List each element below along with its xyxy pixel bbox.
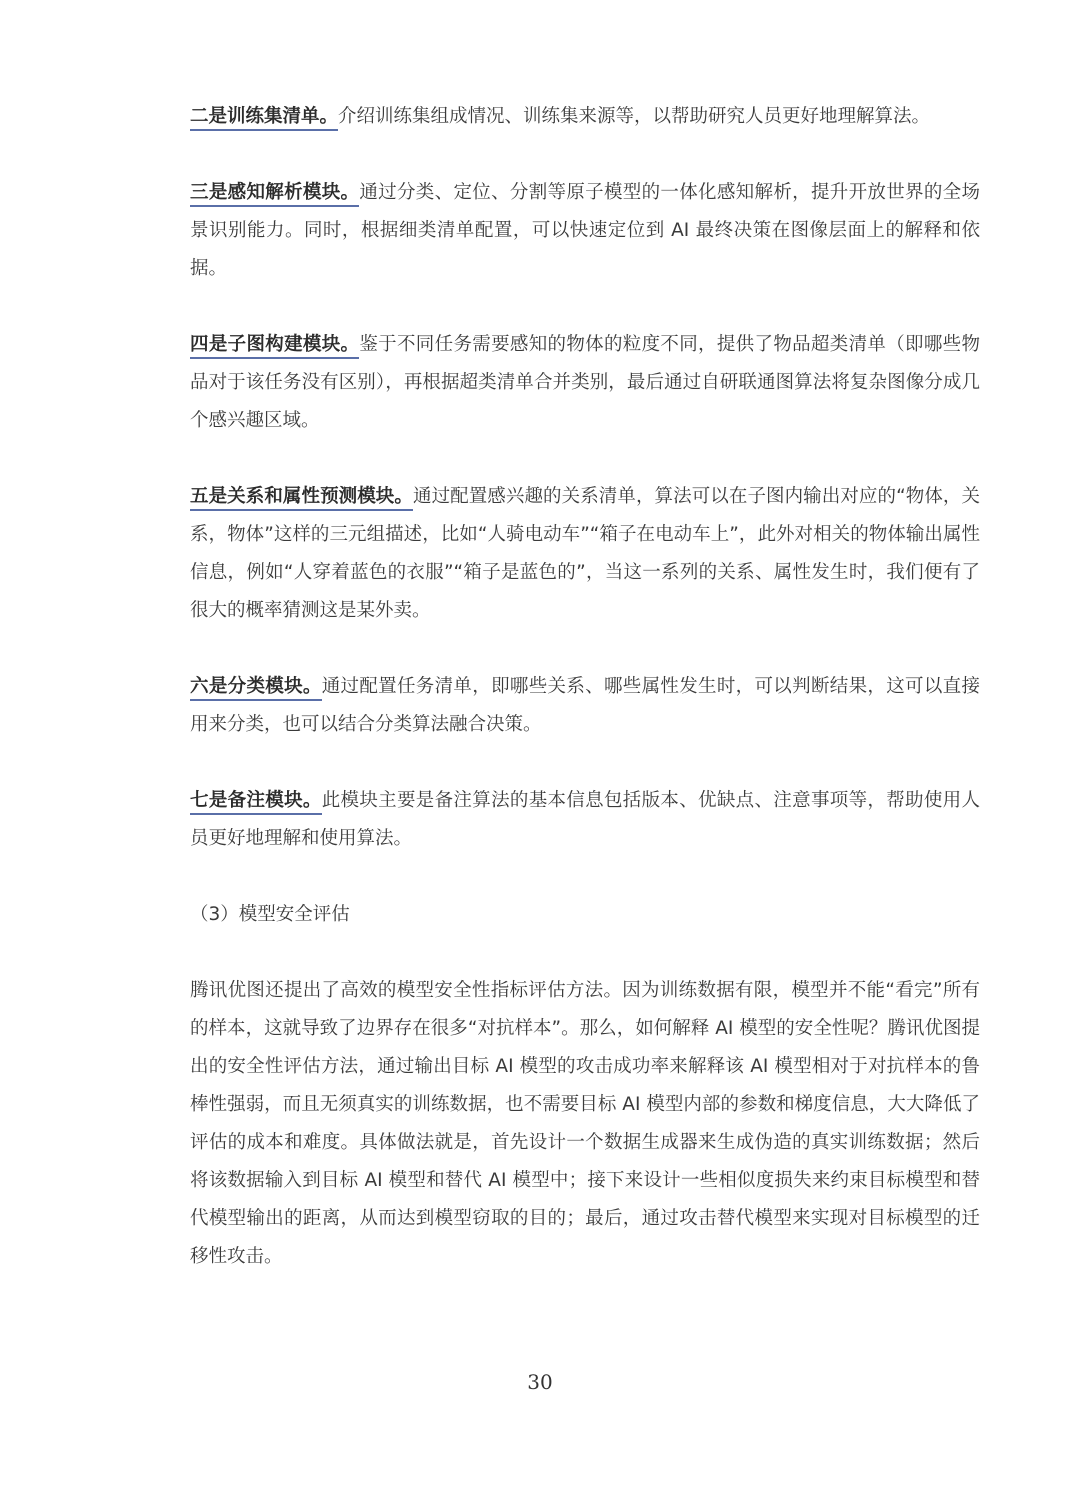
module-lead: 三是感知解析模块。 <box>190 182 359 207</box>
module-paragraph-perception <box>190 174 980 288</box>
module-text: 鉴于不同任务需要感知的物体的粒度不同，提供了物品超类清单（即哪些物品对于该任务没有区别），再根据超类清单合并类别，最后通过自研联通图算法将复杂图像分成几个感兴趣区域。 <box>190 334 980 431</box>
module-lead: 二是训练集清单。 <box>190 106 338 131</box>
module-paragraph-subgraph <box>190 326 980 440</box>
module-paragraph-classification <box>190 668 980 744</box>
document-body <box>190 98 980 1276</box>
page-number: 30 <box>527 1370 553 1394</box>
module-text: 此模块主要是备注算法的基本信息包括版本、优缺点、注意事项等，帮助使用人员更好地理解和使用算法。 <box>190 790 980 849</box>
module-lead: 五是关系和属性预测模块。 <box>190 486 413 511</box>
module-lead: 六是分类模块。 <box>190 676 322 701</box>
module-lead: 七是备注模块。 <box>190 790 322 815</box>
module-text: 通过分类、定位、分割等原子模型的一体化感知解析，提升开放世界的全场景识别能力。同时，根据细类清单配置，可以快速定位到 AI 最终决策在图像层面上的解释和依据。 <box>190 182 980 279</box>
module-paragraph-relation <box>190 478 980 630</box>
section-body: 腾讯优图还提出了高效的模型安全性指标评估方法。因为训练数据有限，模型并不能“看完”所有的样本，这就导致了边界存在很多“对抗样本”。那么，如何解释 AI 模型的安全性呢？腾讯优图提出的安全性评估方法，通过输出目标 AI 模型的攻击成功率来解释该 AI 模型相对于对抗样本的鲁棒性强弱，而且无须真实的训练数据，也不需要目标 AI 模型内部的参数和梯度信息，大大降低了评估的成本和难度。具体做法就是，首先设计一个数据生成器来生成伪造的真实训练数据；然后将该数据输入到目标 AI 模型和替代 AI 模型中；接下来设计一些相似度损失来约束目标模型和替代模型输出的距离，从而达到模型窃取的目的；最后，通过攻击替代模型来实现对目标模型的迁移性攻击。 <box>190 980 980 1267</box>
module-paragraph-training-set <box>190 98 980 136</box>
module-text: 通过配置感兴趣的关系清单，算法可以在子图内输出对应的“物体，关系，物体”这样的三元组描述，比如“人骑电动车”“箱子在电动车上”，此外对相关的物体输出属性信息，例如“人穿着蓝色的衣服”“箱子是蓝色的”，当这一系列的关系、属性发生时，我们便有了很大的概率猜测这是某外卖。 <box>190 486 980 621</box>
module-paragraph-notes <box>190 782 980 858</box>
module-text: 通过配置任务清单，即哪些关系、哪些属性发生时，可以判断结果，这可以直接用来分类，也可以结合分类算法融合决策。 <box>190 676 980 735</box>
module-lead: 四是子图构建模块。 <box>190 334 359 359</box>
module-text: 介绍训练集组成情况、训练集来源等，以帮助研究人员更好地理解算法。 <box>338 106 931 127</box>
section-heading: （3）模型安全评估 <box>190 904 350 925</box>
